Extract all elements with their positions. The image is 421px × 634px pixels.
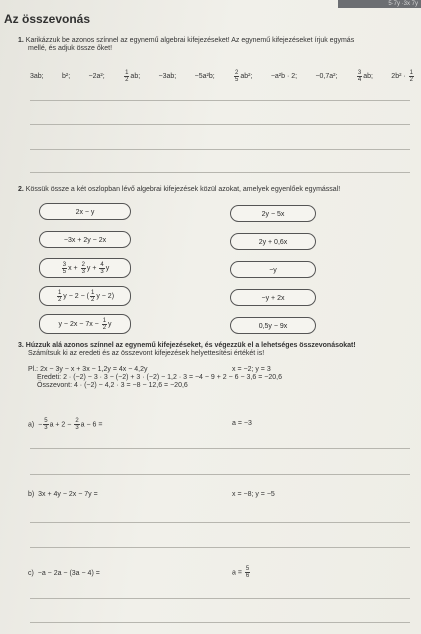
answer-line xyxy=(30,598,410,599)
expr-10: $\frac{3}{4}$ ab; xyxy=(357,70,373,83)
expr-4: $\frac{1}{2}$ ab; xyxy=(125,70,141,83)
answer-line xyxy=(30,474,410,475)
right-expression-2[interactable]: 2y + 0,6x xyxy=(230,233,316,250)
left-expression-3[interactable]: $\frac{3}{5}$ x + $\frac{2}{3}$ y + $\frac{4}{3}$ y xyxy=(39,258,131,278)
answer-line xyxy=(30,172,410,173)
task3-line2: Számítsuk ki az eredeti és az összevont kifejezések helyettesítési értékét is! xyxy=(28,350,265,357)
left-expression-4[interactable]: $\frac{1}{2}$ y − 2 − ( $\frac{1}{2}$ y − 2) xyxy=(39,286,131,306)
right-expression-4[interactable]: −y + 2x xyxy=(230,289,316,306)
expr-9: −0,7a²; xyxy=(315,73,338,80)
expr-6: −5a²b; xyxy=(194,73,215,80)
item-b-expression: b) 3x + 4y − 2x − 7y = xyxy=(28,491,98,498)
example-values: x = −2; y = 3 xyxy=(232,366,271,373)
item-a-values: a = −3 xyxy=(232,420,252,427)
answer-line xyxy=(30,522,410,523)
right-expression-3[interactable]: −y xyxy=(230,261,316,278)
task1-line2: mellé, és adjuk össze őket! xyxy=(28,45,113,52)
example-original: Eredeti: 2 · (−2) − 3 · 3 − (−2) + 3 · (−2) − 1,2 · 3 = −4 − 9 + 2 − 6 − 3,6 = −20,6 xyxy=(37,374,282,381)
example-expression: Pl.: 2x − 3y − x + 3x − 1,2y = 4x − 4,2y xyxy=(28,366,148,373)
answer-line xyxy=(30,124,410,125)
expr-7: $\frac{2}{5}$ ab²; xyxy=(235,70,253,83)
answer-line xyxy=(30,622,410,623)
task1-line1: 1. Karikázzuk be azonos színnel az egynemű algebrai kifejezéseket! Az egynemű kifejezéseket írjuk egymás xyxy=(18,37,355,44)
task1-expression-list xyxy=(30,70,415,83)
expr-3: −2a²; xyxy=(88,73,105,80)
right-expression-5[interactable]: 0,5y − 9x xyxy=(230,317,316,334)
task3-line1: 3. Húzzuk alá azonos színnel az egynemű kifejezéseket, és végezzük el a lehetséges összevonásokat! xyxy=(18,342,356,349)
answer-line xyxy=(30,547,410,548)
item-c-expression: c) −a − 2a − (3a − 4) = xyxy=(28,570,100,577)
expr-5: −3ab; xyxy=(158,73,177,80)
left-expression-2[interactable]: −3x + 2y − 2x xyxy=(39,231,131,248)
expr-8: −a²b · 2; xyxy=(270,73,298,80)
item-b-values: x = −8; y = −5 xyxy=(232,491,275,498)
answer-line xyxy=(30,448,410,449)
expr-2: b²; xyxy=(62,73,71,80)
page-corner-label: 5·7y ·3x 7y xyxy=(338,0,421,8)
item-c-values: a = $\frac{5}{6}$ xyxy=(232,566,250,579)
page-title: Az összevonás xyxy=(4,12,91,26)
left-expression-5[interactable]: y − 2x − 7x − $\frac{1}{2}$ y xyxy=(39,314,131,334)
expr-1: 3ab; xyxy=(30,73,44,80)
task2-line1: 2. Kössük össze a két oszlopban lévő algebrai kifejezések közül azokat, amelyek egyenlőek egymással! xyxy=(18,186,341,193)
item-a-expression: a) − $\frac{5}{3}$ a + 2 − $\frac{2}{3}$ a − 6 = xyxy=(28,418,103,431)
answer-line xyxy=(30,149,410,150)
right-expression-1[interactable]: 2y − 5x xyxy=(230,205,316,222)
example-combined: Összevont: 4 · (−2) − 4,2 · 3 = −8 − 12,6 = −20,6 xyxy=(37,382,188,389)
left-expression-1[interactable]: 2x − y xyxy=(39,203,131,220)
answer-line xyxy=(30,100,410,101)
expr-11: 2b² · $\frac{1}{2}$ xyxy=(391,70,413,83)
